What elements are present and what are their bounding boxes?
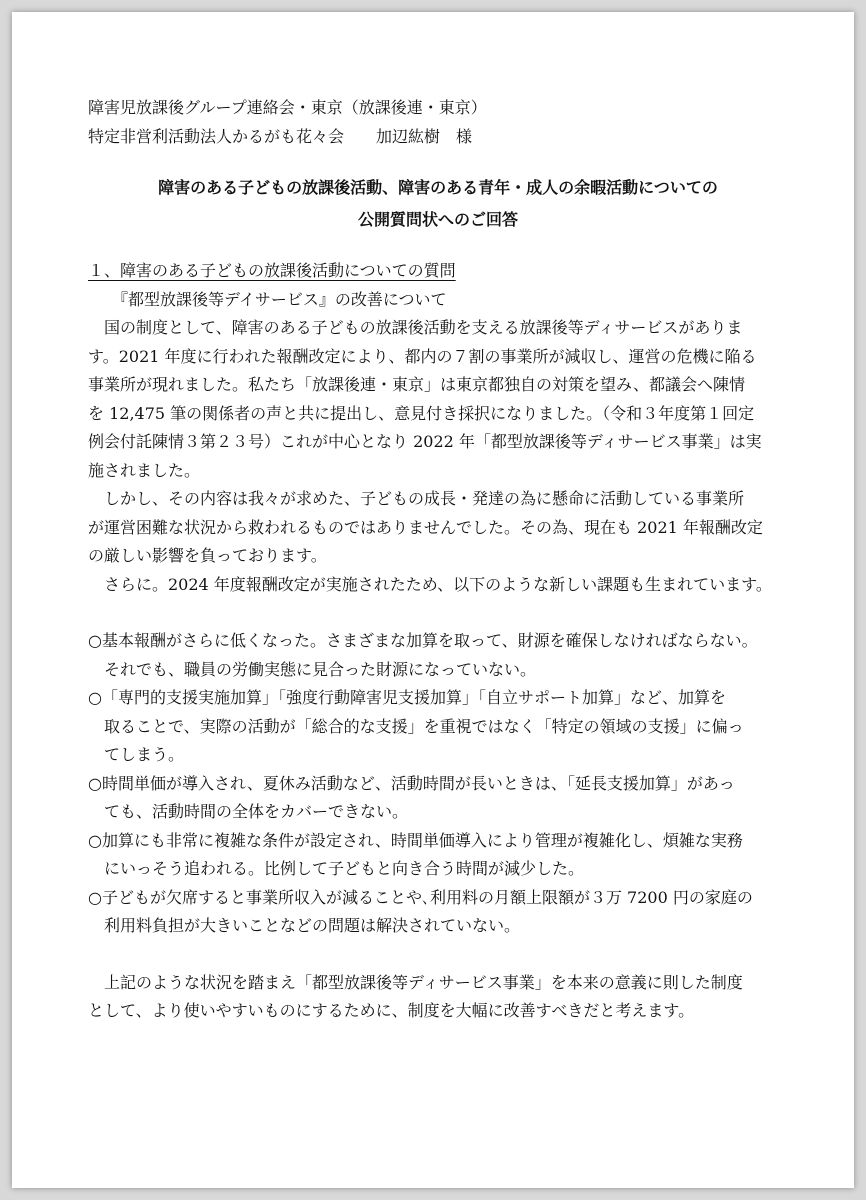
paragraph-3: さらに。2024 年度報酬改定が実施されたため、以下のような新しい課題も生まれています。 (104, 574, 772, 594)
address-line-1: 障害児放課後グループ連絡会・東京（放課後連・東京） (88, 98, 487, 117)
issue-line: にいっそう追われる。比例して子どもと向き合う時間が減少した。 (104, 859, 585, 878)
paragraph-line: を 12,475 筆の関係者の声と共に提出し、意見付き採択になりました。（令和３年度第１回定 (88, 403, 755, 423)
document-body (88, 94, 788, 1026)
paragraph-line: しかし、その内容は我々が求めた、子どもの成長・発達の為に懸命に活動している事業所 (104, 489, 745, 508)
paragraph-line: す。2021 年度に行われた報酬改定により、都内の７割の事業所が減収し、運営の危機に陥る (88, 346, 757, 366)
paragraph-2 (88, 485, 788, 571)
paragraph-line: の厳しい影響を負っております。 (88, 546, 327, 565)
section-heading: １、障害のある子どもの放課後活動についての質問 (88, 261, 456, 280)
document-title-line-2: 公開質問状へのご回答 (357, 210, 518, 229)
issue-line: ○時間単価が導入され、夏休み活動など、活動時間が長いときは、「延長支援加算」があっ (88, 773, 735, 793)
paragraph-line: 事業所が現れました。私たち「放課後連・東京」は東京都独自の対策を望み、都議会へ陳情 (88, 375, 745, 394)
document-title-line-1: 障害のある子どもの放課後活動、障害のある青年・成人の余暇活動についての (158, 178, 718, 197)
issue-line: それでも、職員の労働実態に見合った財源になっていない。 (104, 659, 537, 679)
paragraph-line: 例会付託陳情３第２３号）これが中心となり 2022 年「都型放課後等ディサービス事業」は実 (88, 432, 762, 451)
issue-line: ○「専門的支援実施加算」「強度行動障害児支援加算」「自立サポート加算」など、加算を (88, 688, 726, 707)
issue-item (88, 884, 788, 941)
paragraph-line: として、より使いやすいものにするために、制度を大幅に改善すべきだと考えます。 (88, 1001, 695, 1020)
paragraph-line: が運営困難な状況から救われるものではありませんでした。その為、現在も 2021 年報酬改定 (88, 517, 763, 537)
issue-item (88, 684, 788, 770)
paragraph-line: 国の制度として、障害のある子どもの放課後活動を支える放課後等ディサービスがありま (104, 318, 743, 337)
issue-list (88, 627, 788, 941)
issue-line: ○基本報酬がさらに低くなった。さまざまな加算を取って、財源を確保しなければならない。 (88, 631, 758, 650)
issue-item (88, 770, 788, 827)
section-subheading: 『都型放課後等デイサービス』の改善について (112, 289, 447, 309)
issue-item (88, 827, 788, 884)
issue-line: 利用料負担が大きいことなどの問題は解決されていない。 (104, 916, 521, 935)
paragraph-line: 上記のような状況を踏まえ「都型放課後等ディサービス事業」を本来の意義に則した制度 (104, 972, 743, 992)
address-line-2: 特定非営利活動法人かるがも花々会 加辺紘樹 様 (88, 126, 473, 146)
issue-line: てしまう。 (104, 745, 185, 764)
document-page (12, 12, 854, 1188)
paragraph-line: 施されました。 (88, 460, 201, 480)
paragraph-1 (88, 314, 788, 485)
issue-line: ても、活動時間の全体をカバーできない。 (104, 802, 409, 821)
issue-item (88, 627, 788, 684)
issue-line: ○加算にも非常に複雑な条件が設定され、時間単価導入により管理が複雑化し、煩雑な実務 (88, 830, 743, 850)
issue-line: 取ることで、実際の活動が「総合的な支援」を重視ではなく「特定の領域の支援」に偏っ (104, 716, 744, 736)
issue-line: ○子どもが欠席すると事業所収入が減ることや､利用料の月額上限額が３万 7200 円の家庭の (88, 887, 753, 907)
conclusion-paragraph (88, 969, 788, 1026)
